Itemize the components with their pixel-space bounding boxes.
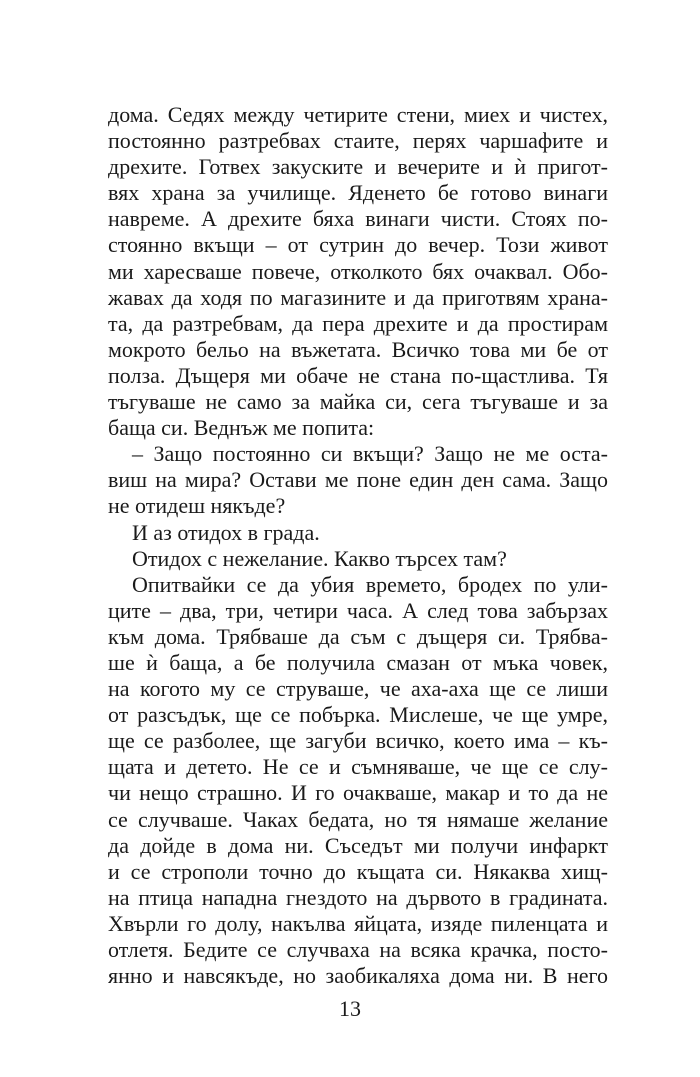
- text-line: стоянно вкъщи – от сутрин до вечер. Този живот: [108, 232, 608, 258]
- text-line: на когото му се струваше, че аха-аха ще се лиши: [108, 676, 608, 702]
- text-line: щата и детето. Не се и съмняваше, че ще се слу-: [108, 754, 608, 780]
- text-line: дрехите. Готвех закуските и вечерите и ѝ пригот-: [108, 154, 608, 180]
- text-line: ците – два, три, четири часа. А след това забързах: [108, 597, 608, 623]
- text-line: и се строполи точно до къщата си. Някаква хищ-: [108, 858, 608, 884]
- text-line: баща си. Веднъж ме попита:: [108, 415, 375, 441]
- page-body-text: [108, 102, 608, 989]
- text-line: чи нещо страшно. И го очакваше, макар и то да не: [108, 780, 608, 806]
- text-line: тъгуваше не само за майка си, сега тъгуваше и за: [108, 389, 608, 415]
- text-line: отлетя. Бедите се случваха на всяка крачка, посто-: [108, 937, 608, 962]
- text-line: Отидох с нежелание. Какво търсех там?: [132, 545, 507, 571]
- text-line: И аз отидох в града.: [132, 519, 320, 545]
- text-line: янно и навсякъде, но заобикаляха дома ни. В него: [108, 963, 608, 989]
- text-line: ше ѝ баща, а бе получила смазан от мъка човек,: [108, 649, 608, 675]
- text-line: виш на мира? Остави ме поне един ден сама. Защо: [108, 467, 608, 493]
- page-number: 13: [339, 996, 361, 1021]
- text-line: се случваше. Чаках бедата, но тя нямаше желание: [108, 806, 608, 832]
- text-line: от разсъдък, ще се побърка. Мислеше, че ще умре,: [108, 702, 608, 728]
- text-line: постоянно разтребвах стаите, перях чаршафите и: [108, 128, 608, 154]
- text-line: да дойде в дома ни. Съседът ми получи инфаркт: [108, 832, 608, 858]
- text-line: жавах да ходя по магазините и да приготвям храна-: [108, 284, 608, 310]
- text-line: не отидеш някъде?: [108, 493, 286, 519]
- text-line: навреме. А дрехите бяха винаги чисти. Стоях по-: [108, 206, 608, 232]
- text-line: към дома. Трябваше да съм с дъщеря си. Трябва-: [108, 623, 608, 649]
- text-line: дома. Седях между четирите стени, миех и чистех,: [108, 102, 608, 127]
- text-line: – Защо постоянно си вкъщи? Защо не ме оста-: [132, 441, 608, 467]
- text-line: та, да разтребвам, да пера дрехите и да простирам: [108, 310, 608, 336]
- text-line: на птица нападна гнездото на дървото в градината.: [108, 884, 608, 910]
- text-line: мокрото бельо на въжетата. Всичко това ми бе от: [108, 336, 608, 362]
- text-line: полза. Дъщеря ми обаче не стана по-щастлива. Тя: [108, 362, 608, 388]
- text-line: Опитвайки се да убия времето, бродех по ули-: [132, 571, 608, 597]
- text-line: ще се разболее, ще загуби всичко, което има – къ-: [108, 728, 608, 754]
- text-line: вях храна за училище. Яденето бе готово винаги: [108, 180, 608, 206]
- text-line: Хвърли го долу, накълва яйцата, изяде пиленцата и: [108, 910, 608, 936]
- text-line: ми харесваше повече, отколкото бях очаквал. Обо-: [108, 258, 608, 284]
